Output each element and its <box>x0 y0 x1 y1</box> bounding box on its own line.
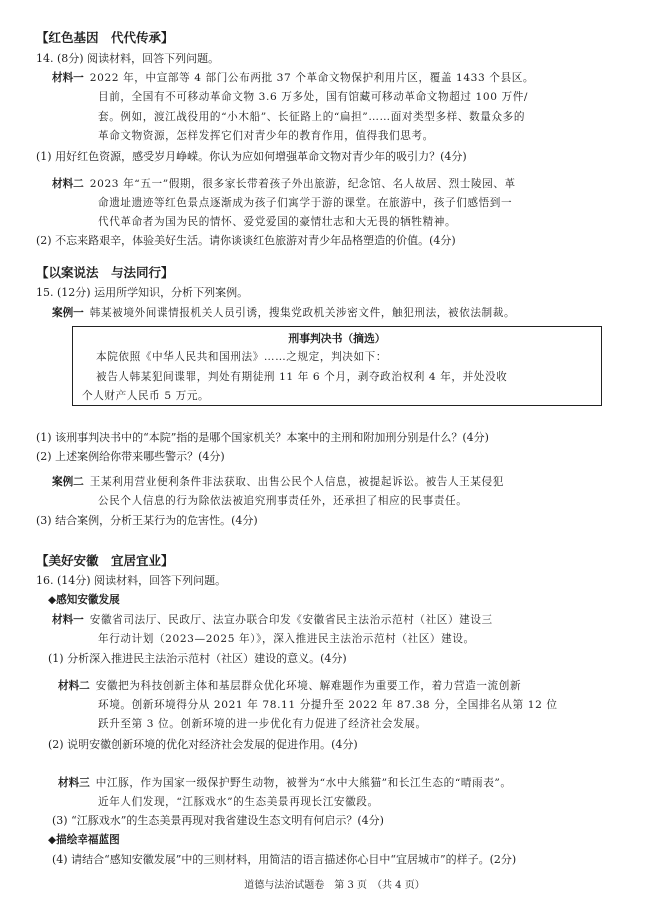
q16-question3: (3) “江豚戏水”的生态美景再现对我省建设生态文明有何启示？(4分) <box>52 814 384 827</box>
q16-subheading-perceive: ◆感知安徽发展 <box>48 594 120 606</box>
page-footer: 道德与法治试题卷 第 3 页 （共 4 页） <box>244 880 425 891</box>
q14-material2-text: 2023 年“五一”假期，很多家长带着孩子外出旅游，纪念馆、名人故居、烈士陵园、革 <box>89 178 516 190</box>
section-heading-law-cases: 【以案说法 与法同行】 <box>36 265 174 280</box>
q15-case2-line2: 公民个人信息的行为除依法被追究刑事责任外，还承担了相应的民事责任。 <box>98 495 468 507</box>
judgment-excerpt-line2: 被告人韩某犯间谍罪，判处有期徒刑 11 年 6 个月，剥夺政治权利 4 年，并处没收 <box>96 371 508 383</box>
q14-material2-line1 <box>52 177 516 191</box>
q16-question2: (2) 说明安徽创新环境的优化对经济社会发展的促进作用。(4分) <box>48 738 358 751</box>
q15-stem: 15. (12分) 运用所学知识，分析下列案例。 <box>36 286 249 299</box>
q15-case2-text: 王某利用营业便利条件非法获取、出售公民个人信息，被提起诉讼。被告人王某侵犯 <box>89 476 504 488</box>
q14-material1-line1 <box>52 71 534 85</box>
q16-material3-text: 中江豚，作为国家一级保护野生动物，被誉为“水中大熊猫”和长江生态的“晴雨表”。 <box>95 777 512 789</box>
q16-material1-label: 材料一 <box>52 614 84 626</box>
q16-question4: (4) 请结合“感知安徽发展”中的三则材料，用简洁的语言描述你心目中“宜居城市”的样子。(2分) <box>52 853 517 866</box>
q15-question1: (1) 该刑事判决书中的“本院”指的是哪个国家机关？本案中的主刑和附加刑分别是什么？(4分) <box>36 431 489 444</box>
q14-material2-line3: 代代革命者为国为民的情怀、爱党爱国的豪情壮志和大无畏的牺牲精神。 <box>98 216 457 228</box>
q16-material2-line2: 环境。创新环境得分从 2021 年 78.11 分提升至 2022 年 87.38 分，全国排名从第 12 位 <box>98 699 558 711</box>
q16-material1-line2: 年行动计划（2023—2025 年）》，深入推进民主法治示范村（社区）建设。 <box>98 633 475 645</box>
q16-material2-line3: 跃升至第 3 位。创新环境的进一步优化有力促进了经济社会发展。 <box>98 718 427 730</box>
q14-material1-line2: 目前，全国有不可移动革命文物 3.6 万多处，国有馆藏可移动革命文物超过 100 万件/ <box>98 91 529 103</box>
q16-material2-label: 材料二 <box>58 680 90 692</box>
judgment-excerpt-line3: 个人财产人民币 5 万元。 <box>82 390 210 402</box>
q14-material1-line3: 套。例如，渡江战役用的“小木船”、长征路上的“扁担”……面对类型多样、数量众多的 <box>98 111 526 123</box>
q15-question2: (2) 上述案例给你带来哪些警示？(4分) <box>36 450 225 463</box>
q16-question1: (1) 分析深入推进民主法治示范村（社区）建设的意义。(4分) <box>48 652 347 665</box>
q15-question3: (3) 结合案例，分析王某行为的危害性。(4分) <box>36 514 258 527</box>
q16-material3-line2: 近年人们发现，“江豚戏水”的生态美景再现长江安徽段。 <box>98 796 379 808</box>
q16-stem: 16. (14分) 阅读材料，回答下列问题。 <box>36 574 227 587</box>
q15-case1-label: 案例一 <box>52 307 84 319</box>
section-heading-beautiful-anhui: 【美好安徽 宜居宜业】 <box>36 553 174 568</box>
q14-question2: (2) 不忘来路艰辛，体验美好生活。请你谈谈红色旅游对青少年品格塑造的价值。(4分) <box>36 234 456 247</box>
section-heading-red-gene: 【红色基因 代代传承】 <box>36 30 174 45</box>
q14-material1-label: 材料一 <box>52 72 84 84</box>
q16-material2-text: 安徽把为科技创新主体和基层群众优化环境、解难题作为重要工作，着力营造一流创新 <box>95 680 522 692</box>
q16-subheading-blueprint: ◆描绘幸福蓝图 <box>48 834 120 846</box>
q14-material1-text: 2022 年，中宣部等 4 部门公布两批 37 个革命文物保护利用片区，覆盖 1433 个县区。 <box>89 72 535 84</box>
q14-material1-line4: 革命文物资源，怎样发挥它们对青少年的教育作用，值得我们思考。 <box>98 130 434 142</box>
judgment-excerpt-title: 刑事判决书（摘选） <box>288 332 386 345</box>
q16-material3-label: 材料三 <box>58 777 90 789</box>
q16-material3-line1 <box>58 776 512 790</box>
q14-question1: (1) 用好红色资源，感受岁月峥嵘。你认为应如何增强革命文物对青少年的吸引力？(4分) <box>36 150 467 163</box>
q16-material1-line1 <box>52 613 493 627</box>
q14-stem: 14. (8分) 阅读材料，回答下列问题。 <box>36 52 220 65</box>
q15-case2-label: 案例二 <box>52 476 84 488</box>
q15-case1-text: 韩某被境外间谍情报机关人员引诱，搜集党政机关涉密文件，触犯刑法，被依法制裁。 <box>89 307 516 319</box>
q14-material2-line2: 命遗址遗迹等红色景点逐渐成为孩子们寓学于游的课堂。在旅游中，孩子们感悟到一 <box>98 197 513 209</box>
q15-case1-line1 <box>52 306 515 320</box>
q15-case2-line1 <box>52 475 504 489</box>
q16-material1-text: 安徽省司法厅、民政厅、法宣办联合印发《安徽省民主法治示范村（社区）建设三 <box>89 614 493 626</box>
q16-material2-line1 <box>58 679 521 693</box>
q14-material2-label: 材料二 <box>52 178 84 190</box>
judgment-excerpt-line1: 本院依照《中华人民共和国刑法》……之规定，判决如下： <box>96 351 388 363</box>
